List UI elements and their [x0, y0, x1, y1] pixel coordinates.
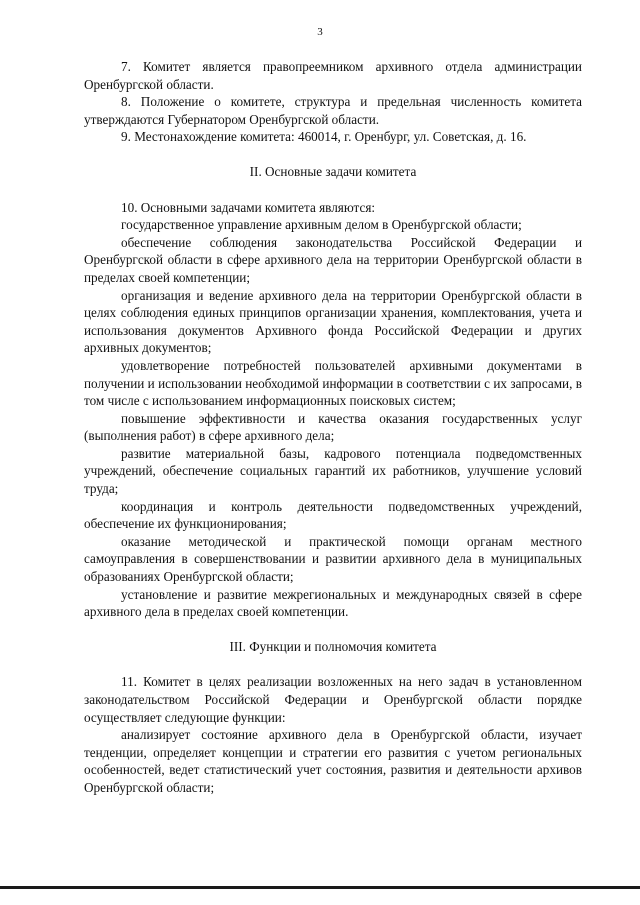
- section-2-heading: II. Основные задачи комитета: [249, 163, 417, 179]
- paragraph-10: 10. Основными задачами комитета являются:: [121, 199, 376, 215]
- task-item: обеспечение соблюдения законодательства Российской Федерации и Оренбургской области в сфере архивного дела на территории Оренбургской области в пределах своей компетенции;: [84, 234, 582, 285]
- task-item: повышение эффективности и качества оказания государственных услуг (выполнения работ) в сфере архивного дела;: [84, 410, 582, 444]
- function-item: анализирует состояние архивного дела в Оренбургской области, изучает тенденции, определяет концепции и стратегии его развития с учетом региональных особенностей, ведет статистический учет состояния, развития и деятельности архивов Оренбургской области;: [84, 727, 582, 795]
- task-item: установление и развитие межрегиональных и международных связей в сфере архивного дела в пределах своей компетенции.: [84, 586, 582, 620]
- task-item: организация и ведение архивного дела на территории Оренбургской области в целях соблюдения единых принципов организации хранения, комплектования, учета и использования документов Архивного фонда Российской Федерации и других архивных документов;: [84, 287, 582, 356]
- task-item: оказание методической и практической помощи органам местного самоуправления в совершенствовании и развитии архивного дела в муниципальных образованиях Оренбургской области;: [84, 533, 582, 585]
- page-number: 3: [317, 26, 323, 38]
- paragraph-9: 9. Местонахождение комитета: 460014, г. Оренбург, ул. Советская, д. 16.: [121, 129, 527, 145]
- task-item: координация и контроль деятельности подведомственных учреждений, обеспечение их функционирования;: [84, 498, 582, 532]
- task-item: государственное управление архивным делом в Оренбургской области;: [121, 217, 522, 233]
- paragraph-11: 11. Комитет в целях реализации возложенных на него задач в установленном законодательством Российской Федерации и Оренбургской области порядке осуществляет следующие функции:: [84, 674, 582, 725]
- task-item: удовлетворение потребностей пользователей архивными документами в получении и использовании необходимой информации в соответствии с их запросами, в том числе с использованием информационных поисковых систем;: [84, 357, 582, 409]
- paragraph-8: 8. Положение о комитете, структура и предельная численность комитета утверждаются Губернатором Оренбургской области.: [84, 94, 582, 127]
- document-body: [84, 58, 582, 797]
- task-item: развитие материальной базы, кадрового потенциала подведомственных учреждений, обеспечение социальных гарантий их работников, улучшение условий труда;: [84, 445, 582, 497]
- section-3-heading: III. Функции и полномочия комитета: [229, 638, 437, 654]
- paragraph-7: 7. Комитет является правопреемником архивного отдела администрации Оренбургской области.: [84, 59, 582, 92]
- bottom-rule: [0, 886, 640, 889]
